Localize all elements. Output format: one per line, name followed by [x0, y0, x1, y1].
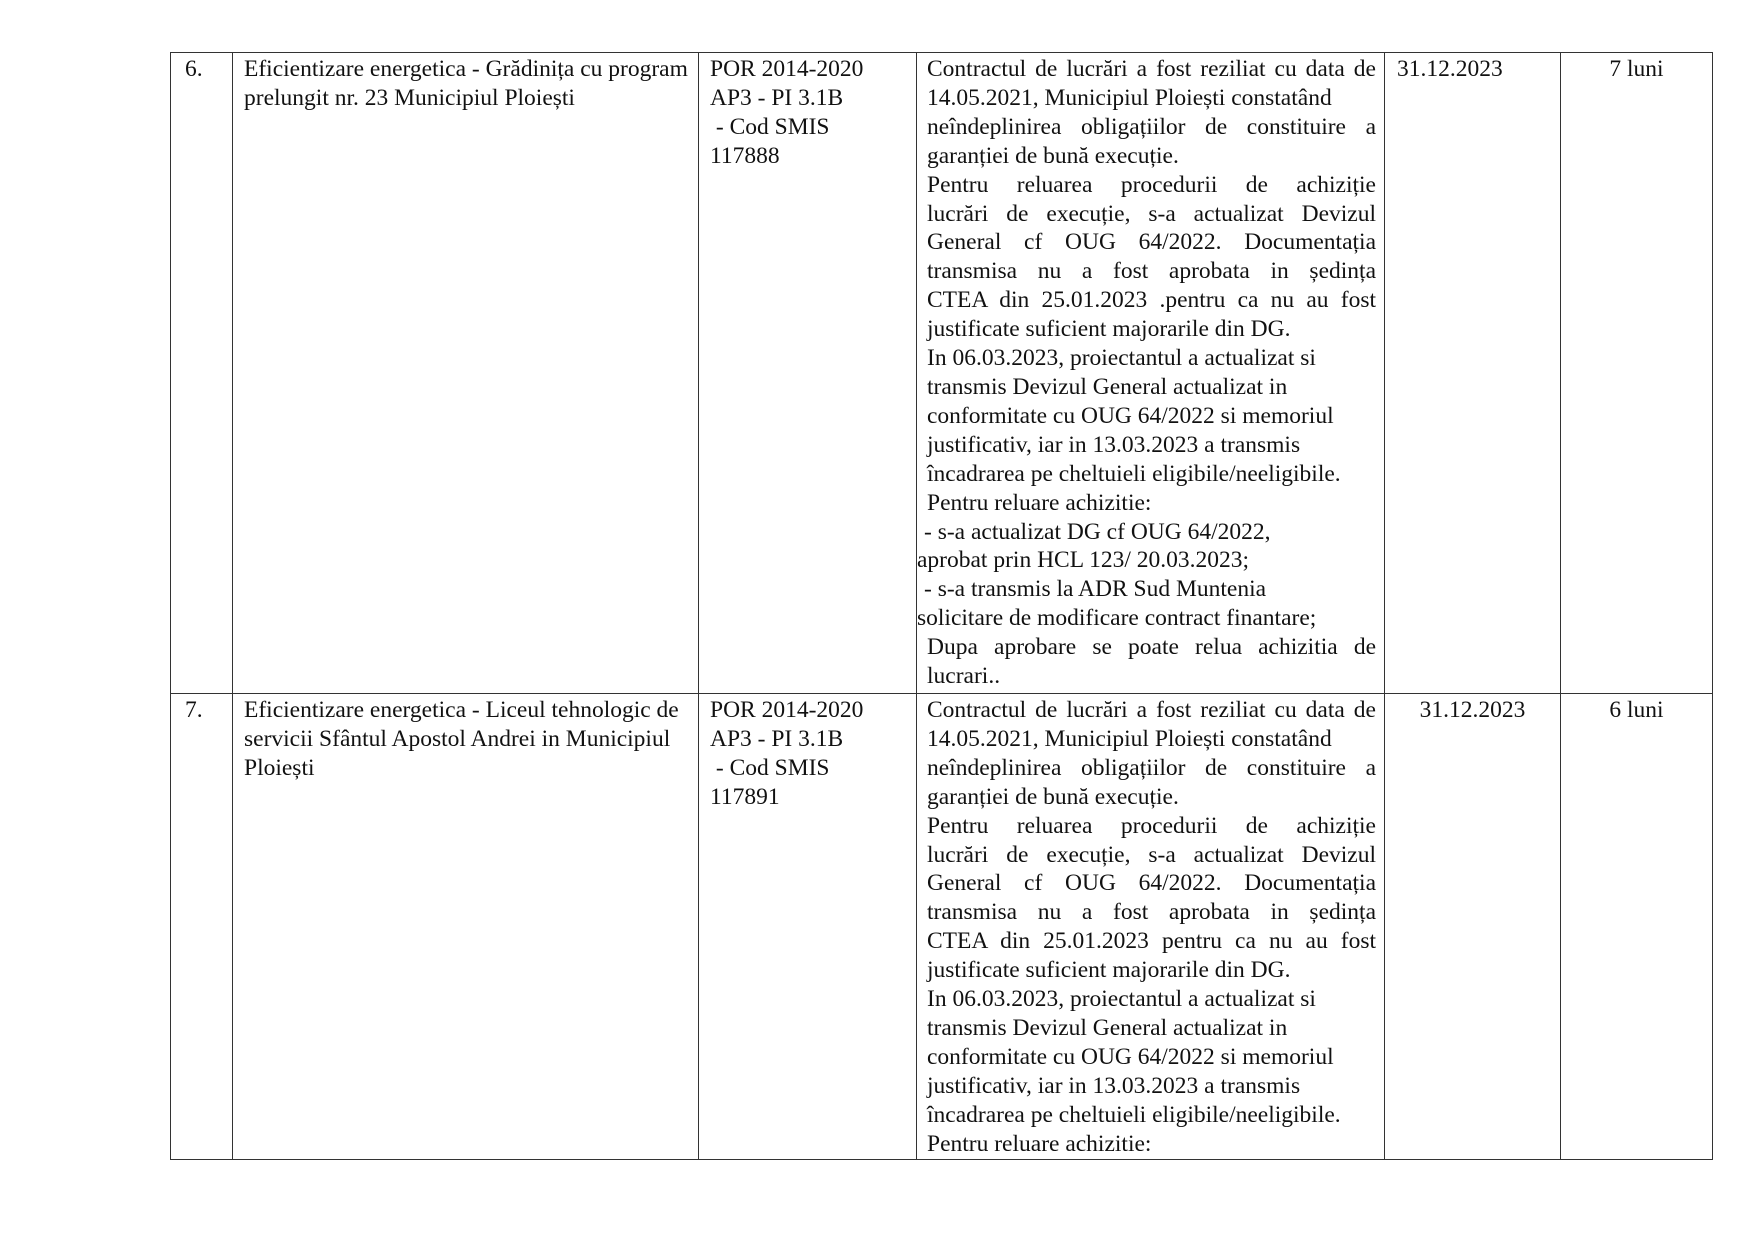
project-title: Eficientizare energetica - Grădinița cu program prelungit nr. 23 Municipiul Ploiești	[233, 53, 699, 694]
description-line: Dupa aprobare se poate relua achizitia de	[927, 634, 1376, 661]
program-line: - Cod SMIS	[710, 113, 830, 140]
description-line: lucrări de execuție, s-a actualizat Devizul	[927, 841, 1376, 868]
funding-program	[699, 53, 917, 694]
status-description	[917, 694, 1385, 1160]
description-line: încadrarea pe cheltuieli eligibile/neeligibile.	[927, 460, 1341, 487]
description-line: transmis Devizul General actualizat in	[927, 373, 1288, 400]
description-line: Contractul de lucrări a fost reziliat cu data de	[927, 56, 1376, 82]
description-line: Pentru reluarea procedurii de achiziție	[927, 171, 1376, 198]
program-line: 117891	[710, 783, 780, 810]
row-number: 6.	[171, 53, 233, 694]
description-line: Pentru reluare achizitie:	[927, 489, 1152, 516]
description-line: In 06.03.2023, proiectantul a actualizat si	[927, 986, 1316, 1013]
project-title: Eficientizare energetica - Liceul tehnologic de servicii Sfântul Apostol Andrei in Municipiul Ploiești	[233, 694, 699, 1160]
description-line: justificate suficient majorarile din DG.	[927, 316, 1291, 343]
description-line: conformitate cu OUG 64/2022 si memoriul	[927, 402, 1334, 429]
program-line: AP3 - PI 3.1B	[710, 725, 844, 752]
description-line: încadrarea pe cheltuieli eligibile/neeligibile.	[927, 1101, 1341, 1128]
table-row	[171, 53, 1713, 694]
description-line: solicitare de modificare contract finantare;	[917, 605, 1317, 632]
status-description	[917, 53, 1385, 694]
description-line: justificate suficient majorarile din DG.	[927, 957, 1291, 984]
description-line: neîndeplinirea obligațiilor de constituire a	[927, 113, 1376, 140]
description-line: 14.05.2021, Municipiul Ploiești constatând	[927, 84, 1332, 111]
program-line: POR 2014-2020	[710, 697, 864, 723]
description-line: conformitate cu OUG 64/2022 si memoriul	[927, 1043, 1334, 1070]
description-line: lucrări de execuție, s-a actualizat Devizul	[927, 200, 1376, 227]
program-line: 117888	[710, 142, 780, 169]
deadline-date: 31.12.2023	[1385, 694, 1561, 1160]
funding-program	[699, 694, 917, 1160]
description-line: 14.05.2021, Municipiul Ploiești constatând	[927, 725, 1332, 752]
table-row	[171, 694, 1713, 1160]
description-line: Pentru reluare achizitie:	[927, 1130, 1152, 1157]
row-number: 7.	[171, 694, 233, 1160]
description-line: justificativ, iar in 13.03.2023 a transmis	[927, 431, 1301, 458]
description-line: General cf OUG 64/2022. Documentația	[927, 229, 1376, 256]
description-line: aprobat prin HCL 123/ 20.03.2023;	[917, 547, 1250, 574]
description-line: transmisa nu a fost aprobata in ședința	[927, 899, 1376, 926]
description-line: garanției de bună execuție.	[927, 783, 1179, 810]
description-line: CTEA din 25.01.2023 .pentru ca nu au fost	[927, 287, 1376, 314]
description-line: - s-a actualizat DG cf OUG 64/2022,	[924, 518, 1271, 545]
description-line: Pentru reluarea procedurii de achiziție	[927, 812, 1376, 839]
program-line: - Cod SMIS	[710, 754, 830, 781]
projects-table	[170, 52, 1713, 1160]
description-line: General cf OUG 64/2022. Documentația	[927, 870, 1376, 897]
description-line: transmisa nu a fost aprobata in ședința	[927, 258, 1376, 285]
description-line: In 06.03.2023, proiectantul a actualizat si	[927, 345, 1316, 372]
description-line: - s-a transmis la ADR Sud Muntenia	[924, 576, 1267, 603]
description-line: lucrari..	[927, 663, 1001, 690]
description-line: transmis Devizul General actualizat in	[927, 1014, 1288, 1041]
program-line: AP3 - PI 3.1B	[710, 84, 844, 111]
program-line: POR 2014-2020	[710, 56, 864, 82]
description-line: neîndeplinirea obligațiilor de constituire a	[927, 754, 1376, 781]
description-line: Contractul de lucrări a fost reziliat cu data de	[927, 697, 1376, 723]
deadline-date: 31.12.2023	[1385, 53, 1561, 694]
description-line: justificativ, iar in 13.03.2023 a transmis	[927, 1072, 1301, 1099]
duration: 7 luni	[1561, 53, 1713, 694]
duration: 6 luni	[1561, 694, 1713, 1160]
description-line: garanției de bună execuție.	[927, 142, 1179, 169]
description-line: CTEA din 25.01.2023 pentru ca nu au fost	[927, 928, 1376, 955]
